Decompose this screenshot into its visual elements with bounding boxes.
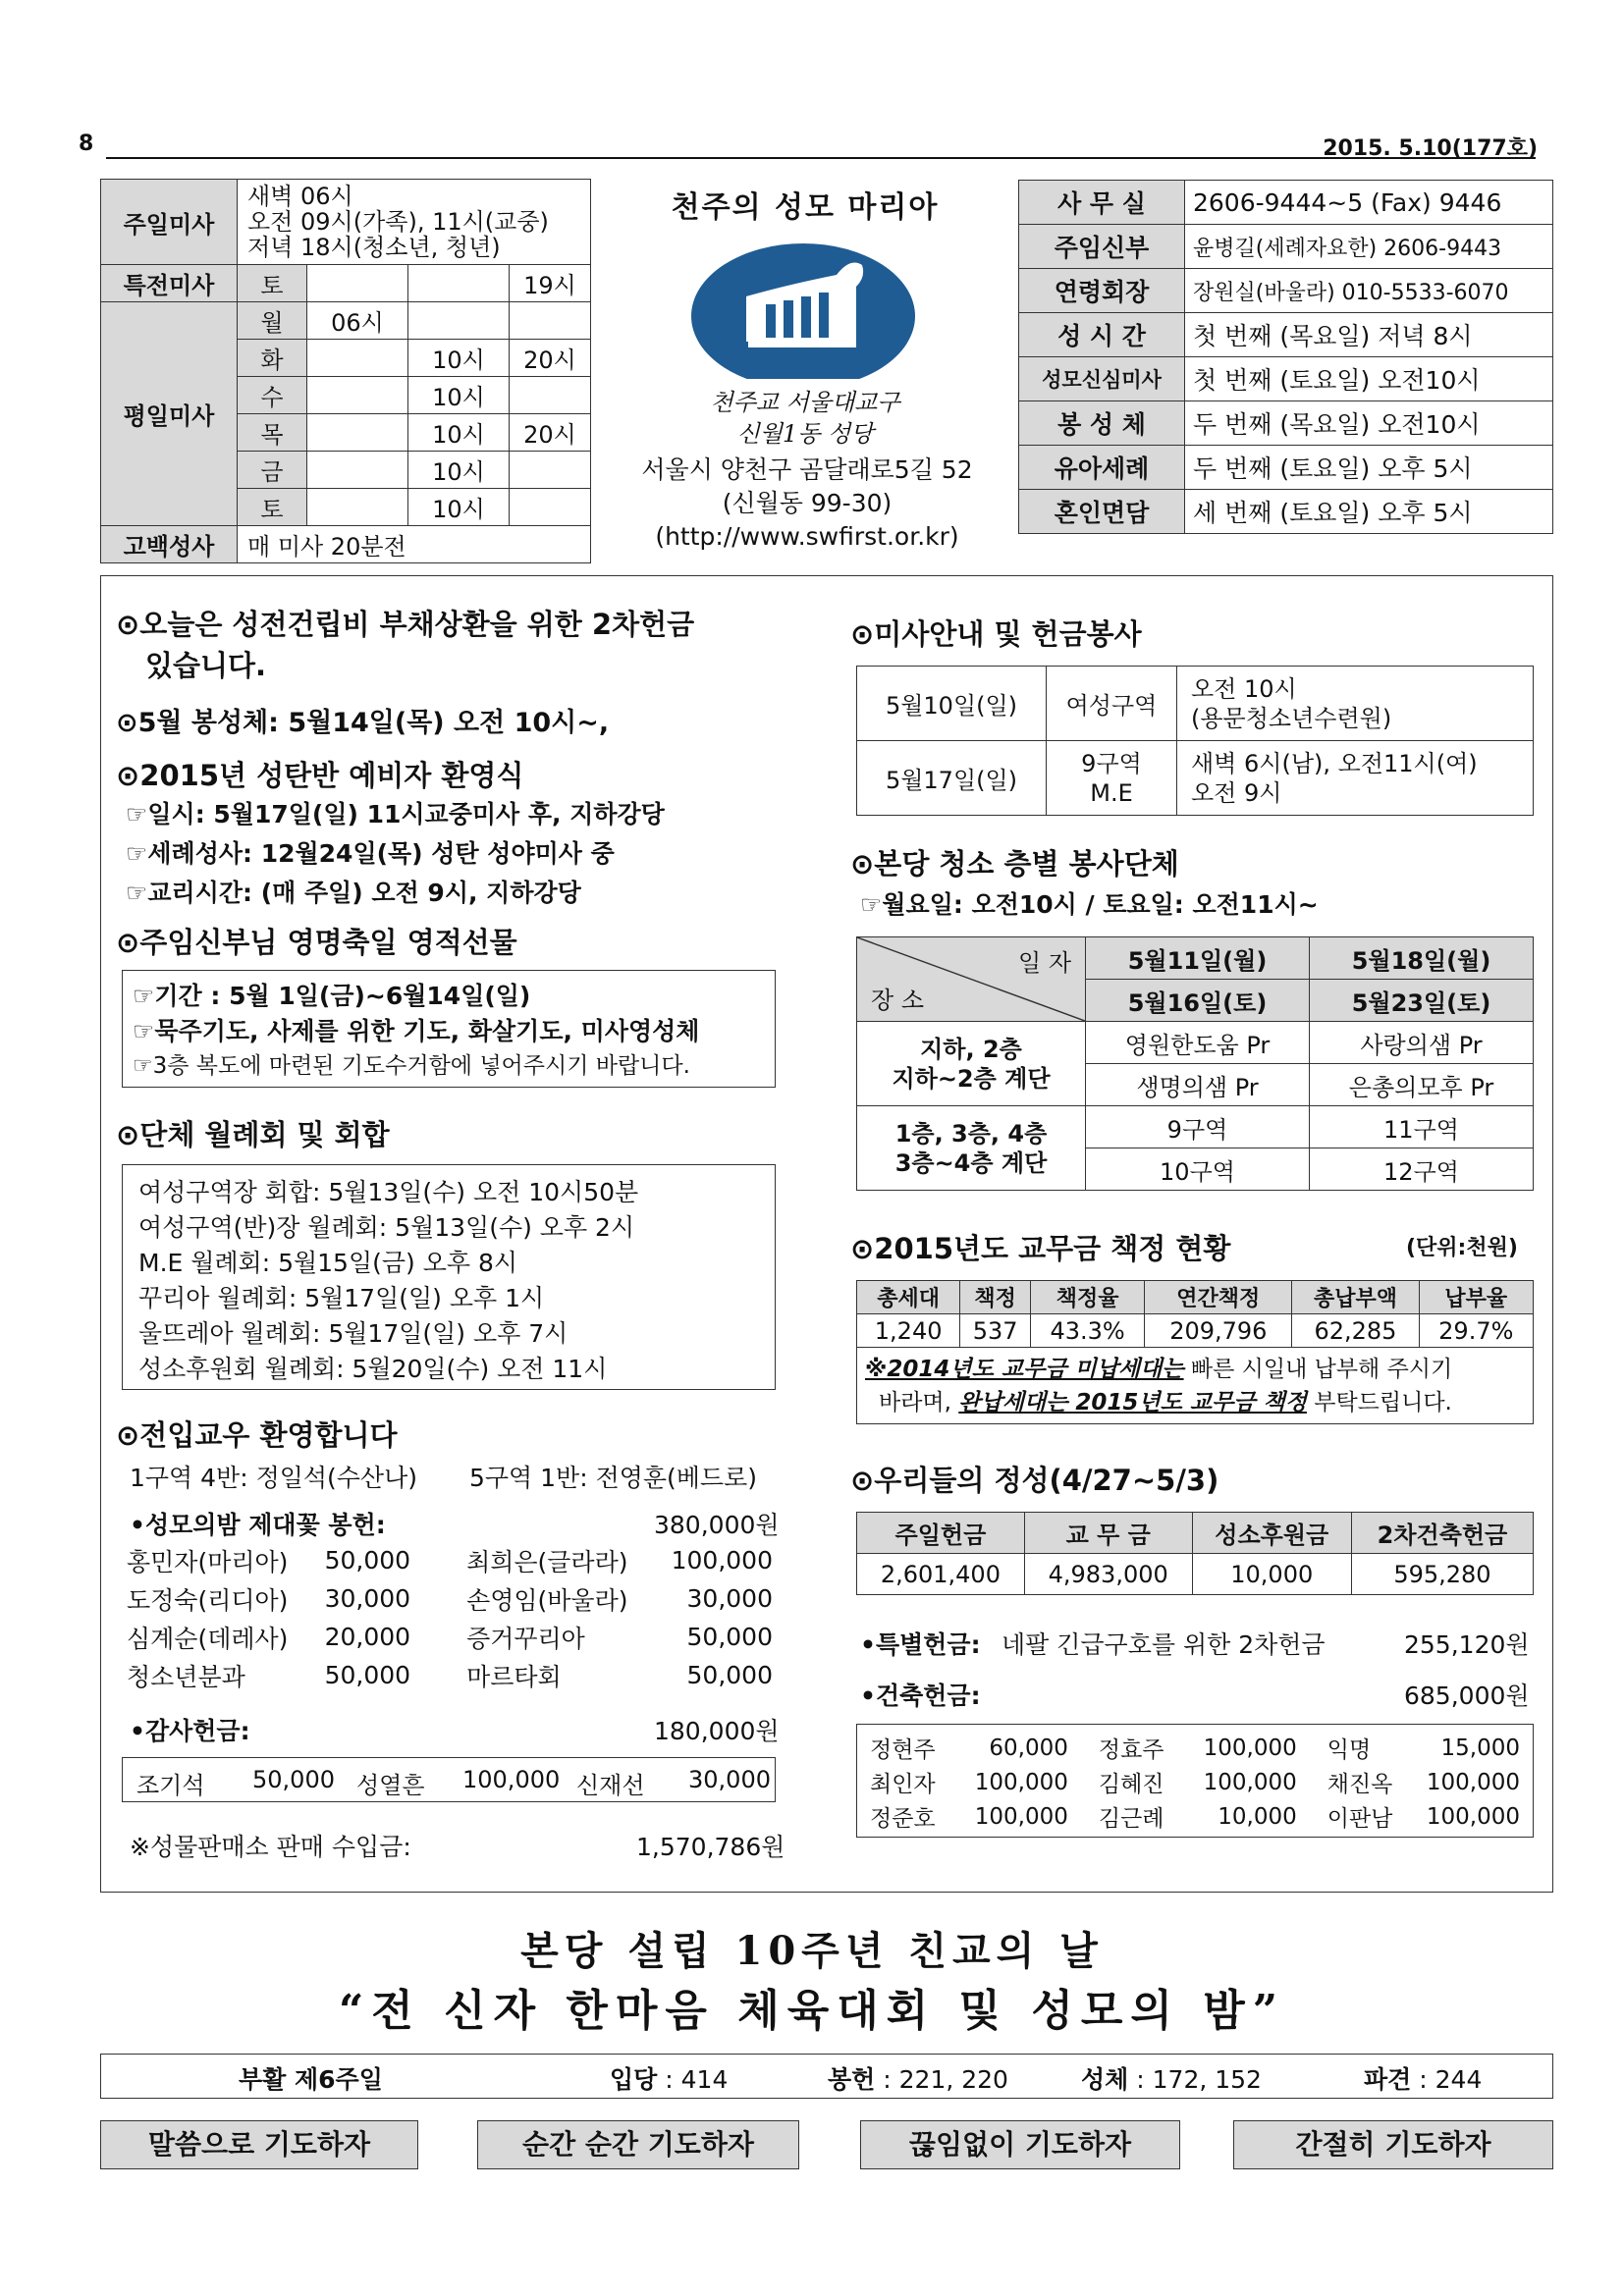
donor-name: 정효주	[1098, 1737, 1164, 1763]
donor-name: 정현주	[870, 1737, 936, 1763]
office-key: 혼인면담	[1019, 490, 1185, 534]
service-date: 5월17일(일)	[857, 741, 1047, 816]
office-key: 봉 성 체	[1019, 401, 1185, 446]
donor-amount: 50,000	[686, 1661, 773, 1689]
donor-name: 이판남	[1326, 1806, 1393, 1832]
notice-second-collection-cont: 있습니다.	[145, 649, 267, 682]
giving-head: 주일헌금	[857, 1513, 1025, 1554]
header-rule	[106, 157, 1536, 159]
weekday-day: 토	[238, 489, 307, 526]
building-donors-table	[869, 1731, 1521, 1834]
church-script-line: 천주교 서울대교구	[710, 389, 900, 416]
donor-name: 조기석	[136, 1772, 205, 1799]
giving-value: 4,983,000	[1024, 1554, 1192, 1595]
donor-amount: 60,000	[989, 1735, 1068, 1761]
website-link[interactable]: (http://www.swfirst.or.kr)	[655, 522, 959, 551]
cleaning-group: 12구역	[1310, 1148, 1534, 1191]
office-value: 세 번째 (토요일) 오후 5시	[1185, 490, 1553, 534]
thanks-offering-box	[122, 1757, 776, 1802]
church-signature	[687, 387, 923, 455]
donor-amount: 100,000	[974, 1769, 1068, 1795]
dues-value: 209,796	[1145, 1314, 1292, 1348]
office-key: 사 무 실	[1019, 181, 1185, 225]
prayer-banner: 말씀으로 기도하자	[100, 2120, 418, 2169]
spiritual-gift-item: ☞기간 : 5월 1일(금)~6월14일(일)	[133, 982, 531, 1010]
thanks-offering-label: •감사헌금:	[130, 1717, 250, 1745]
service-group: 9구역	[1081, 749, 1142, 777]
office-value: 첫 번째 (목요일) 저녁 8시	[1185, 313, 1553, 357]
weekday-day: 수	[238, 377, 307, 414]
dues-head: 책정율	[1030, 1281, 1144, 1314]
sales-value: 1,570,786원	[636, 1833, 785, 1861]
church-logo-icon	[689, 232, 917, 379]
meeting-item: 여성구역장 회합: 5월13일(수) 오전 10시50분	[138, 1178, 639, 1206]
anticipated-mass-label: 특전미사	[101, 265, 238, 302]
giving-head: 교 무 금	[1024, 1513, 1192, 1554]
church-address	[601, 454, 1013, 554]
donor-amount: 100,000	[1203, 1735, 1297, 1761]
prayer-banner: 간절히 기도하자	[1233, 2120, 1553, 2169]
donor-amount: 100,000	[671, 1546, 773, 1575]
donor-amount: 50,000	[324, 1546, 411, 1575]
catechumen-item: ☞교리시간: (매 주일) 오전 9시, 지하강당	[126, 879, 581, 907]
notice-spiritual-gift: ⊙주임신부님 영명축일 영적선물	[116, 926, 517, 959]
prayer-banner: 끊임없이 기도하자	[860, 2120, 1180, 2169]
church-script-line: 신월1동 성당	[736, 420, 874, 448]
spiritual-gift-item: ☞3층 복도에 마련된 기도수거함에 넣어주시기 바랍니다.	[133, 1053, 690, 1079]
service-group: 여성구역	[1047, 667, 1177, 741]
meeting-item: 성소후원회 월례회: 5월20일(수) 오전 11시	[138, 1355, 608, 1383]
donor-amount: 10,000	[1218, 1803, 1297, 1830]
banner-line-1: 본당 설립 10주년 친교의 날	[520, 1928, 1104, 1974]
donor-name: 최인자	[870, 1772, 936, 1797]
anticipated-day: 토	[238, 265, 307, 302]
sunday-line: 새벽 06시	[247, 183, 353, 210]
cleaning-group: 영원한도움 Pr	[1086, 1022, 1310, 1064]
notice-catechumen: ⊙2015년 성탄반 예비자 환영식	[116, 759, 524, 792]
donor-name: 신재선	[576, 1772, 645, 1799]
giving-value: 595,280	[1351, 1554, 1533, 1595]
weekday-time	[307, 414, 408, 452]
donor-amount: 100,000	[974, 1803, 1068, 1830]
office-value: 2606-9444~5 (Fax) 9446	[1185, 181, 1553, 225]
giving-head: 2차건축헌금	[1351, 1513, 1533, 1554]
dues-head: 납부율	[1419, 1281, 1533, 1314]
cleaning-head-date: 일 자	[1018, 949, 1071, 977]
dues-table	[856, 1280, 1534, 1424]
cleaning-date: 5월11일(월)	[1086, 937, 1310, 980]
donor-name: 익명	[1326, 1737, 1372, 1763]
meetings-box	[122, 1164, 776, 1390]
notice-meetings: ⊙단체 월례회 및 회합	[116, 1118, 390, 1151]
confession-label: 고백성사	[101, 526, 238, 563]
meeting-item: 여성구역(반)장 월례회: 5월13일(수) 오후 2시	[138, 1213, 635, 1242]
flower-offering-table	[126, 1541, 774, 1694]
cleaning-place: 지하, 2층	[920, 1035, 1022, 1063]
weekday-time	[510, 452, 591, 489]
weekday-time: 10시	[408, 452, 510, 489]
attendance-stats-bar	[100, 2054, 1553, 2099]
meeting-item: M.E 월례회: 5월15일(금) 오후 8시	[138, 1249, 518, 1277]
dues-note-text: 빠른 시일내 납부해 주시기	[1183, 1356, 1453, 1382]
dues-value: 537	[960, 1314, 1031, 1348]
cleaning-title: ⊙본당 청소 층별 봉사단체	[850, 847, 1179, 881]
donor-amount: 20,000	[324, 1623, 411, 1651]
giving-table	[856, 1512, 1534, 1595]
office-key: 성모신심미사	[1019, 357, 1185, 401]
dispatch-label: 파견	[1364, 2065, 1412, 2094]
donor-name: 청소년분과	[127, 1662, 245, 1691]
donor-amount: 30,000	[686, 1584, 773, 1613]
dues-value: 62,285	[1292, 1314, 1419, 1348]
banner-line-2: “전 신자 한마음 체육대회 및 성모의 밤”	[338, 1986, 1286, 2036]
dues-head: 책정	[960, 1281, 1031, 1314]
donor-name: 도정숙(리디아)	[127, 1585, 289, 1615]
notice-new-members: ⊙전입교우 환영합니다	[116, 1418, 398, 1452]
donor-name: 마르타회	[466, 1662, 562, 1691]
dues-head: 연간책정	[1145, 1281, 1292, 1314]
cleaning-group: 11구역	[1310, 1106, 1534, 1148]
address-line: 서울시 양천구 곰달래로5길 52	[641, 455, 973, 484]
donor-amount: 100,000	[462, 1766, 561, 1793]
donor-name: 홍민자(마리아)	[127, 1547, 289, 1576]
new-member: 1구역 4반: 정일석(수산나)	[130, 1464, 417, 1492]
donor-name: 손영임(바울라)	[466, 1585, 628, 1615]
sunday-line: 오전 09시(가족), 11시(교중)	[247, 208, 549, 236]
office-key: 연령회장	[1019, 269, 1185, 313]
weekday-time: 10시	[408, 489, 510, 526]
weekday-time	[510, 377, 591, 414]
cleaning-group: 생명의샘 Pr	[1086, 1064, 1310, 1106]
dues-head: 총납부액	[1292, 1281, 1419, 1314]
mass-service-title: ⊙미사안내 및 헌금봉사	[850, 617, 1142, 651]
offer-value: : 221, 220	[875, 2065, 1008, 2094]
giving-value: 10,000	[1192, 1554, 1351, 1595]
donor-name: 김혜진	[1098, 1772, 1164, 1797]
dues-head: 총세대	[857, 1281, 960, 1314]
cleaning-date: 5월18일(월)	[1310, 937, 1534, 980]
cleaning-group: 10구역	[1086, 1148, 1310, 1191]
issue-date: 2015. 5.10(177호)	[1323, 136, 1538, 161]
donor-name: 심계순(데레사)	[127, 1624, 289, 1653]
dues-note	[857, 1348, 1534, 1424]
weekday-day: 목	[238, 414, 307, 452]
office-key: 성 시 간	[1019, 313, 1185, 357]
page-number: 8	[79, 132, 94, 156]
catechumen-item: ☞일시: 5월17일(일) 11시교중미사 후, 지하강당	[126, 800, 665, 828]
donor-amount: 30,000	[688, 1766, 771, 1793]
sunday-mass-label: 주일미사	[101, 180, 238, 265]
thanks-offering-total: 180,000원	[654, 1717, 780, 1745]
donor-name: 증거꾸리아	[466, 1624, 585, 1653]
donor-amount: 100,000	[1426, 1769, 1520, 1795]
service-time: 오전 9시	[1191, 778, 1282, 807]
weekday-day: 월	[238, 302, 307, 340]
notice-communion: ⊙5월 봉성체: 5월14일(목) 오전 10시~,	[116, 708, 610, 738]
giving-head: 성소후원금	[1192, 1513, 1351, 1554]
building-offering-label: •건축헌금:	[860, 1682, 981, 1710]
address-line: (신월동 99-30)	[722, 489, 893, 517]
communion-value: : 172, 152	[1128, 2065, 1262, 2094]
donor-name: 성열흔	[356, 1772, 425, 1799]
dues-note-emph: 완납세대는 2015년도 교무금 책정	[958, 1389, 1307, 1415]
donor-amount: 15,000	[1440, 1735, 1520, 1761]
weekday-time: 10시	[408, 340, 510, 377]
mass-schedule-table	[100, 179, 591, 563]
building-offering-value: 685,000원	[1404, 1682, 1530, 1710]
weekday-time: 10시	[408, 414, 510, 452]
cleaning-date: 5월23일(토)	[1310, 980, 1534, 1022]
notice-second-collection: ⊙오늘은 성전건립비 부채상환을 위한 2차헌금	[116, 608, 695, 641]
service-date: 5월10일(일)	[857, 667, 1047, 741]
cleaning-group: 사랑의샘 Pr	[1310, 1022, 1534, 1064]
special-offering-text: 네팔 긴급구호를 위한 2차헌금	[1001, 1630, 1326, 1659]
donor-name: 최희은(글라라)	[466, 1547, 628, 1576]
weekday-time	[307, 452, 408, 489]
flower-offering-label: •성모의밤 제대꽃 봉헌:	[130, 1511, 386, 1539]
building-donors-box	[856, 1724, 1534, 1838]
spiritual-gift-box	[122, 970, 776, 1088]
communion-label: 성체	[1081, 2065, 1129, 2094]
meeting-item: 꾸리아 월례회: 5월17일(일) 오후 1시	[138, 1284, 545, 1312]
church-title: 천주의 성모 마리아	[671, 190, 940, 225]
cleaning-place: 3층~4층 계단	[894, 1148, 1048, 1177]
donor-amount: 50,000	[686, 1623, 773, 1651]
catechumen-item: ☞세례성사: 12월24일(목) 성탄 성야미사 중	[126, 839, 615, 868]
service-time: 오전 10시	[1191, 674, 1297, 703]
cleaning-subtitle: ☞월요일: 오전10시 / 토요일: 오전11시~	[860, 890, 1319, 919]
anticipated-time: 19시	[510, 265, 591, 302]
cleaning-place: 지하~2층 계단	[892, 1064, 1051, 1093]
sunday-line: 저녁 18시(청소년, 청년)	[247, 234, 501, 261]
donor-name: 정준호	[870, 1806, 936, 1832]
liturgical-week: 부활 제6주일	[239, 2065, 383, 2094]
flower-offering-total: 380,000원	[654, 1511, 780, 1539]
service-group: M.E	[1090, 778, 1133, 807]
office-info-table	[1018, 180, 1553, 534]
weekday-mass-label: 평일미사	[101, 302, 238, 526]
office-value: 장원실(바울라) 010-5533-6070	[1185, 269, 1553, 313]
dispatch-value: : 244	[1411, 2065, 1483, 2094]
office-value: 윤병길(세례자요한) 2606-9443	[1185, 225, 1553, 269]
attend-value: : 414	[657, 2065, 729, 2094]
cleaning-place: 1층, 3층, 4층	[894, 1119, 1048, 1148]
dues-note-emph: ※2014년도 교무금 미납세대는	[865, 1356, 1184, 1382]
dues-unit: (단위:천원)	[1406, 1236, 1518, 1260]
attend-label: 입당	[610, 2065, 658, 2094]
weekday-time: 20시	[510, 414, 591, 452]
meeting-item: 울뜨레아 월례회: 5월17일(일) 오후 7시	[138, 1319, 568, 1348]
weekday-day: 금	[238, 452, 307, 489]
donor-name: 채진옥	[1326, 1772, 1393, 1797]
weekday-time	[307, 377, 408, 414]
office-key: 유아세례	[1019, 446, 1185, 490]
dues-title: ⊙2015년도 교무금 책정 현황	[850, 1232, 1231, 1265]
donor-amount: 100,000	[1203, 1769, 1297, 1795]
donor-name: 김근례	[1098, 1806, 1164, 1832]
dues-value: 29.7%	[1419, 1314, 1533, 1348]
weekday-time: 10시	[408, 377, 510, 414]
dues-value: 1,240	[857, 1314, 960, 1348]
new-member: 5구역 1반: 전영훈(베드로)	[469, 1464, 757, 1492]
prayer-banner: 순간 순간 기도하자	[477, 2120, 799, 2169]
service-time: 새벽 6시(남), 오전11시(여)	[1191, 749, 1478, 777]
special-offering-label: •특별헌금:	[860, 1630, 981, 1659]
offer-label: 봉헌	[828, 2065, 876, 2094]
weekday-day: 화	[238, 340, 307, 377]
dues-note-text: 부탁드립니다.	[1306, 1389, 1452, 1415]
confession-value: 매 미사 20분전	[238, 526, 591, 563]
cleaning-group: 은총의모후 Pr	[1310, 1064, 1534, 1106]
office-value: 두 번째 (토요일) 오후 5시	[1185, 446, 1553, 490]
donor-amount: 30,000	[324, 1584, 411, 1613]
donor-amount: 100,000	[1426, 1803, 1520, 1830]
office-value: 두 번째 (목요일) 오전10시	[1185, 401, 1553, 446]
service-time: (용문청소년수련원)	[1191, 704, 1392, 732]
weekday-time	[510, 489, 591, 526]
cleaning-table	[856, 936, 1534, 1191]
weekday-time	[510, 302, 591, 340]
cleaning-head-place: 장 소	[871, 987, 924, 1014]
cleaning-date: 5월16일(토)	[1086, 980, 1310, 1022]
donor-amount: 50,000	[324, 1661, 411, 1689]
weekday-time: 06시	[307, 302, 408, 340]
weekday-time	[307, 489, 408, 526]
dues-value: 43.3%	[1030, 1314, 1144, 1348]
giving-value: 2,601,400	[857, 1554, 1025, 1595]
spiritual-gift-item: ☞묵주기도, 사제를 위한 기도, 화살기도, 미사영성체	[133, 1017, 700, 1045]
donor-amount: 50,000	[252, 1766, 335, 1793]
weekday-time	[307, 340, 408, 377]
office-key: 주임신부	[1019, 225, 1185, 269]
mass-service-table	[856, 666, 1534, 816]
office-value: 첫 번째 (토요일) 오전10시	[1185, 357, 1553, 401]
dues-note-text: 바라며,	[879, 1389, 959, 1415]
giving-title: ⊙우리들의 정성(4/27~5/3)	[850, 1464, 1219, 1497]
weekday-time	[408, 302, 510, 340]
sales-label: ※성물판매소 판매 수입금:	[130, 1833, 411, 1861]
special-offering-value: 255,120원	[1404, 1630, 1530, 1659]
cleaning-group: 9구역	[1086, 1106, 1310, 1148]
weekday-time: 20시	[510, 340, 591, 377]
